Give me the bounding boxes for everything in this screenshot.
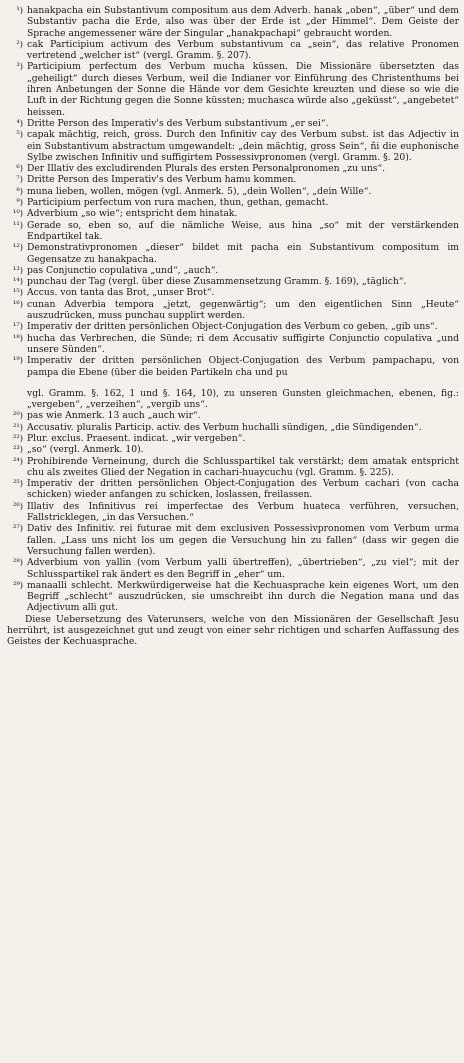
footnote-text: Accus. von tanta das Brot, „unser Brot“.	[27, 287, 215, 299]
footnote-text: Prohibirende Verneinung, durch die Schlusspartikel tak verstärkt; dem amatak entspricht chu als zweites Glied der Negation in cachari-huaycuchu (vgl. Gramm. §. 225).	[27, 455, 459, 478]
footnote	[3, 456, 459, 479]
footnote-number: ²⁴)	[13, 455, 23, 466]
footnote	[3, 186, 459, 197]
footnote-text: manaalli schlecht. Merkwürdigerweise hat die Kechuasprache kein eigenes Wort, um den Begriff „schlecht“ auszudrücken, sie umschreibt ihn durch die Negation mana und das Adjectivum alli gut.	[27, 579, 459, 614]
footnote-number: ¹¹)	[13, 219, 23, 230]
footnote-text: pas Conjunctio copulativa „und“, „auch“.	[27, 264, 219, 276]
footnote-number: ¹³)	[13, 264, 23, 275]
footnote-text: Participium perfectum von rura machen, thun, gethan, gemacht.	[27, 197, 329, 209]
footnote	[3, 276, 459, 287]
footnote	[3, 208, 459, 219]
closing-paragraph: Diese Uebersetzung des Vaterunsers, welche von den Missionären der Gesellschaft Jesu herrührt, ist ausgezeichnet gut und zeugt von einer sehr richtigen und scharfen Auffassung des Geistes der Kechuasprache.	[7, 613, 459, 648]
footnote	[3, 118, 459, 129]
footnote-number: ²²)	[13, 432, 23, 443]
footnote-text: hucha das Verbrechen, die Sünde; ri dem Accusativ suffigirte Conjunctio copulativa „und unsere Sünden“.	[27, 332, 459, 355]
footnote-number: ¹)	[16, 5, 23, 15]
footnote-number: ⁷)	[16, 174, 23, 185]
footnote	[3, 242, 459, 265]
footnote-text: Imperativ der dritten persönlichen Object-Conjugation des Verbum cachari (von cacha schicken) wieder anfangen zu schicken, loslassen, freilassen.	[27, 478, 459, 501]
footnote	[3, 422, 459, 433]
footnote	[3, 220, 459, 243]
footnote	[3, 523, 459, 557]
footnote	[3, 61, 459, 117]
footnote-number: ¹⁸)	[13, 332, 23, 343]
footnote-number: ²⁸)	[13, 557, 23, 568]
footnotes-page	[3, 5, 459, 648]
footnote	[3, 433, 459, 444]
footnote	[3, 321, 459, 332]
footnote	[3, 580, 459, 614]
footnote	[3, 333, 459, 356]
footnote-text: Gerade so, eben so, auf die nämliche Weise, aus hina „so“ mit der verstärkenden Endpartikel tak.	[27, 219, 459, 242]
footnote-text: Plur. exclus. Praesent. indicat. „wir vergeben“.	[27, 432, 246, 444]
footnote-number: ¹⁹)	[13, 355, 23, 366]
footnote	[3, 163, 459, 174]
footnote-text: cak Participium activum des Verbum substantivum ca „sein“, das relative Pronomen vertretend „welcher ist“ (vergl. Gramm. §. 207).	[27, 38, 459, 62]
footnote-number: ¹²)	[13, 242, 23, 253]
footnote-number: ¹⁰)	[13, 208, 23, 219]
footnote	[3, 299, 459, 322]
footnote-text: pas wie Anmerk. 13 auch „auch wir“.	[27, 410, 201, 422]
footnote-number: ¹⁶)	[13, 298, 23, 309]
footnote	[3, 287, 459, 298]
footnote-number: ³)	[16, 61, 23, 72]
footnote-list	[3, 5, 459, 614]
footnote-text: „so“ (vergl. Anmerk. 10).	[27, 444, 144, 456]
footnote	[3, 501, 459, 524]
footnote	[3, 174, 459, 185]
footnote-number: ²³)	[13, 444, 23, 455]
footnote-text: muna lieben, wollen, mögen (vgl. Anmerk. 5), „dein Wollen“, „dein Wille“.	[27, 185, 372, 197]
footnote-text: Der Illativ des excludirenden Plurals des ersten Personalpronomen „zu uns“.	[27, 163, 386, 175]
footnote-text: Illativ des Infinitivus rei imperfectae des Verbum huateca verführen, versuchen, Fallstricklegen, „in das Versuchen.“	[27, 500, 459, 524]
footnote-text: Imperativ der dritten persönlichen Object-Conjugation des Verbum pampachapu, von pampa die Ebene (über die beiden Partikeln cha und pu	[27, 355, 459, 378]
footnote-text: cunan Adverbia tempora „jetzt, gegenwärtig“; um den eigentlichen Sinn „Heute“ auszudrücken, muss punchau supplirt werden.	[27, 298, 459, 322]
footnote-text: vgl. Gramm. §. 162, 1 und §. 164, 10), zu unseren Gunsten gleichmachen, ebenen, fig.: „vergeben“, „verzeihen“, „vergib uns“.	[27, 387, 459, 411]
footnote-number: ⁴)	[16, 117, 23, 128]
footnote-number: ²⁶)	[13, 500, 23, 511]
footnote-number: ²⁷)	[13, 523, 23, 534]
footnote-text: Accusativ. pluralis Particip. activ. des Verbum huchalli sündigen, „die Sündigenden“.	[27, 421, 422, 433]
footnote-text: Dritte Person des Imperativ's des Verbum substantivum „er sei“.	[27, 117, 329, 129]
footnote	[3, 129, 459, 163]
footnote-number: ⁸)	[16, 185, 23, 196]
footnote	[3, 5, 459, 39]
footnote	[3, 410, 459, 421]
footnote	[3, 197, 459, 208]
footnote-number: ²⁹)	[13, 579, 23, 590]
footnote	[3, 355, 459, 378]
footnote-text: Demonstrativpronomen „dieser“ bildet mit pacha ein Substantivum compositum im Gegensatze zu hanakpacha.	[27, 242, 459, 265]
footnote-text: Dativ des Infinitiv. rei futurae mit dem exclusiven Possessivpronomen vom Verbum urma fallen. „Lass uns nicht los um gegen die Versuchung hin zu fallen“ (dass wir gegen die Versuchung fallen werden).	[27, 523, 459, 557]
footnote-number: ²⁵)	[13, 478, 23, 489]
footnote	[3, 388, 459, 411]
footnote-number: ²)	[16, 38, 23, 49]
footnote-text: hanakpacha ein Substantivum compositum aus dem Adverb. hanak „oben“, „über“ und dem Substantiv pacha die Erde, also was über der Erde ist „der Himmel“. Dem Geiste der Sprache angemessener wäre der Singular „hanakpachapi“ gebraucht worden.	[27, 5, 459, 39]
footnote-text: Dritte Person des Imperativ's des Verbum hamu kommen.	[27, 174, 297, 186]
footnote-number: ²⁰)	[13, 410, 23, 421]
footnote-text: Adverbium „so wie“; entspricht dem hinatak.	[27, 208, 238, 220]
footnote-number: ⁵)	[16, 129, 23, 140]
footnote-text: Adverbium von yallin (vom Verbum yalli übertreffen), „übertrieben“, „zu viel“; mit der Schlusspartikel rak ändert es den Begriff in „eher“ um.	[27, 557, 459, 580]
footnote-number: ¹⁴)	[13, 276, 23, 287]
footnote-text: punchau der Tag (vergl. über diese Zusammensetzung Gramm. §. 169), „täglich“.	[27, 276, 407, 288]
footnote-number: ¹⁵)	[13, 287, 23, 298]
footnote-number: ²¹)	[13, 421, 23, 432]
footnote	[3, 557, 459, 580]
footnote-text: capak mächtig, reich, gross. Durch den Infinitiv cay des Verbum subst. ist das Adjectiv in ein Substantivum abstractum umgewandelt: „dein mächtig, gross Sein“, ñi die euphonische Sylbe zwischen Infinitiv und suffigirtem Possessivpronomen (vergl. Gramm. §. 20).	[27, 129, 459, 163]
footnote-number: ¹⁷)	[13, 321, 23, 332]
footnote	[3, 265, 459, 276]
footnote	[3, 444, 459, 455]
footnote-text: Imperativ der dritten persönlichen Object-Conjugation des Verbum co geben, „gib uns“.	[27, 321, 438, 333]
footnote	[3, 478, 459, 501]
footnote-text: Participium perfectum des Verbum mucha küssen. Die Missionäre übersetzten das „geheiligt“ durch dieses Verbum, weil die Indianer vor Einführung des Christenthums bei ihren Anbetungen der Sonne die Hände vor dem Gesichte kreuzten und diese so wie die Luft in der Richtung gegen die Sonne küssten; muchasca würde also „geküsst“, „angebetet“ heissen.	[27, 61, 459, 118]
footnote-number: ⁶)	[16, 163, 23, 174]
footnote-number: ⁹)	[16, 197, 23, 208]
footnote	[3, 39, 459, 62]
